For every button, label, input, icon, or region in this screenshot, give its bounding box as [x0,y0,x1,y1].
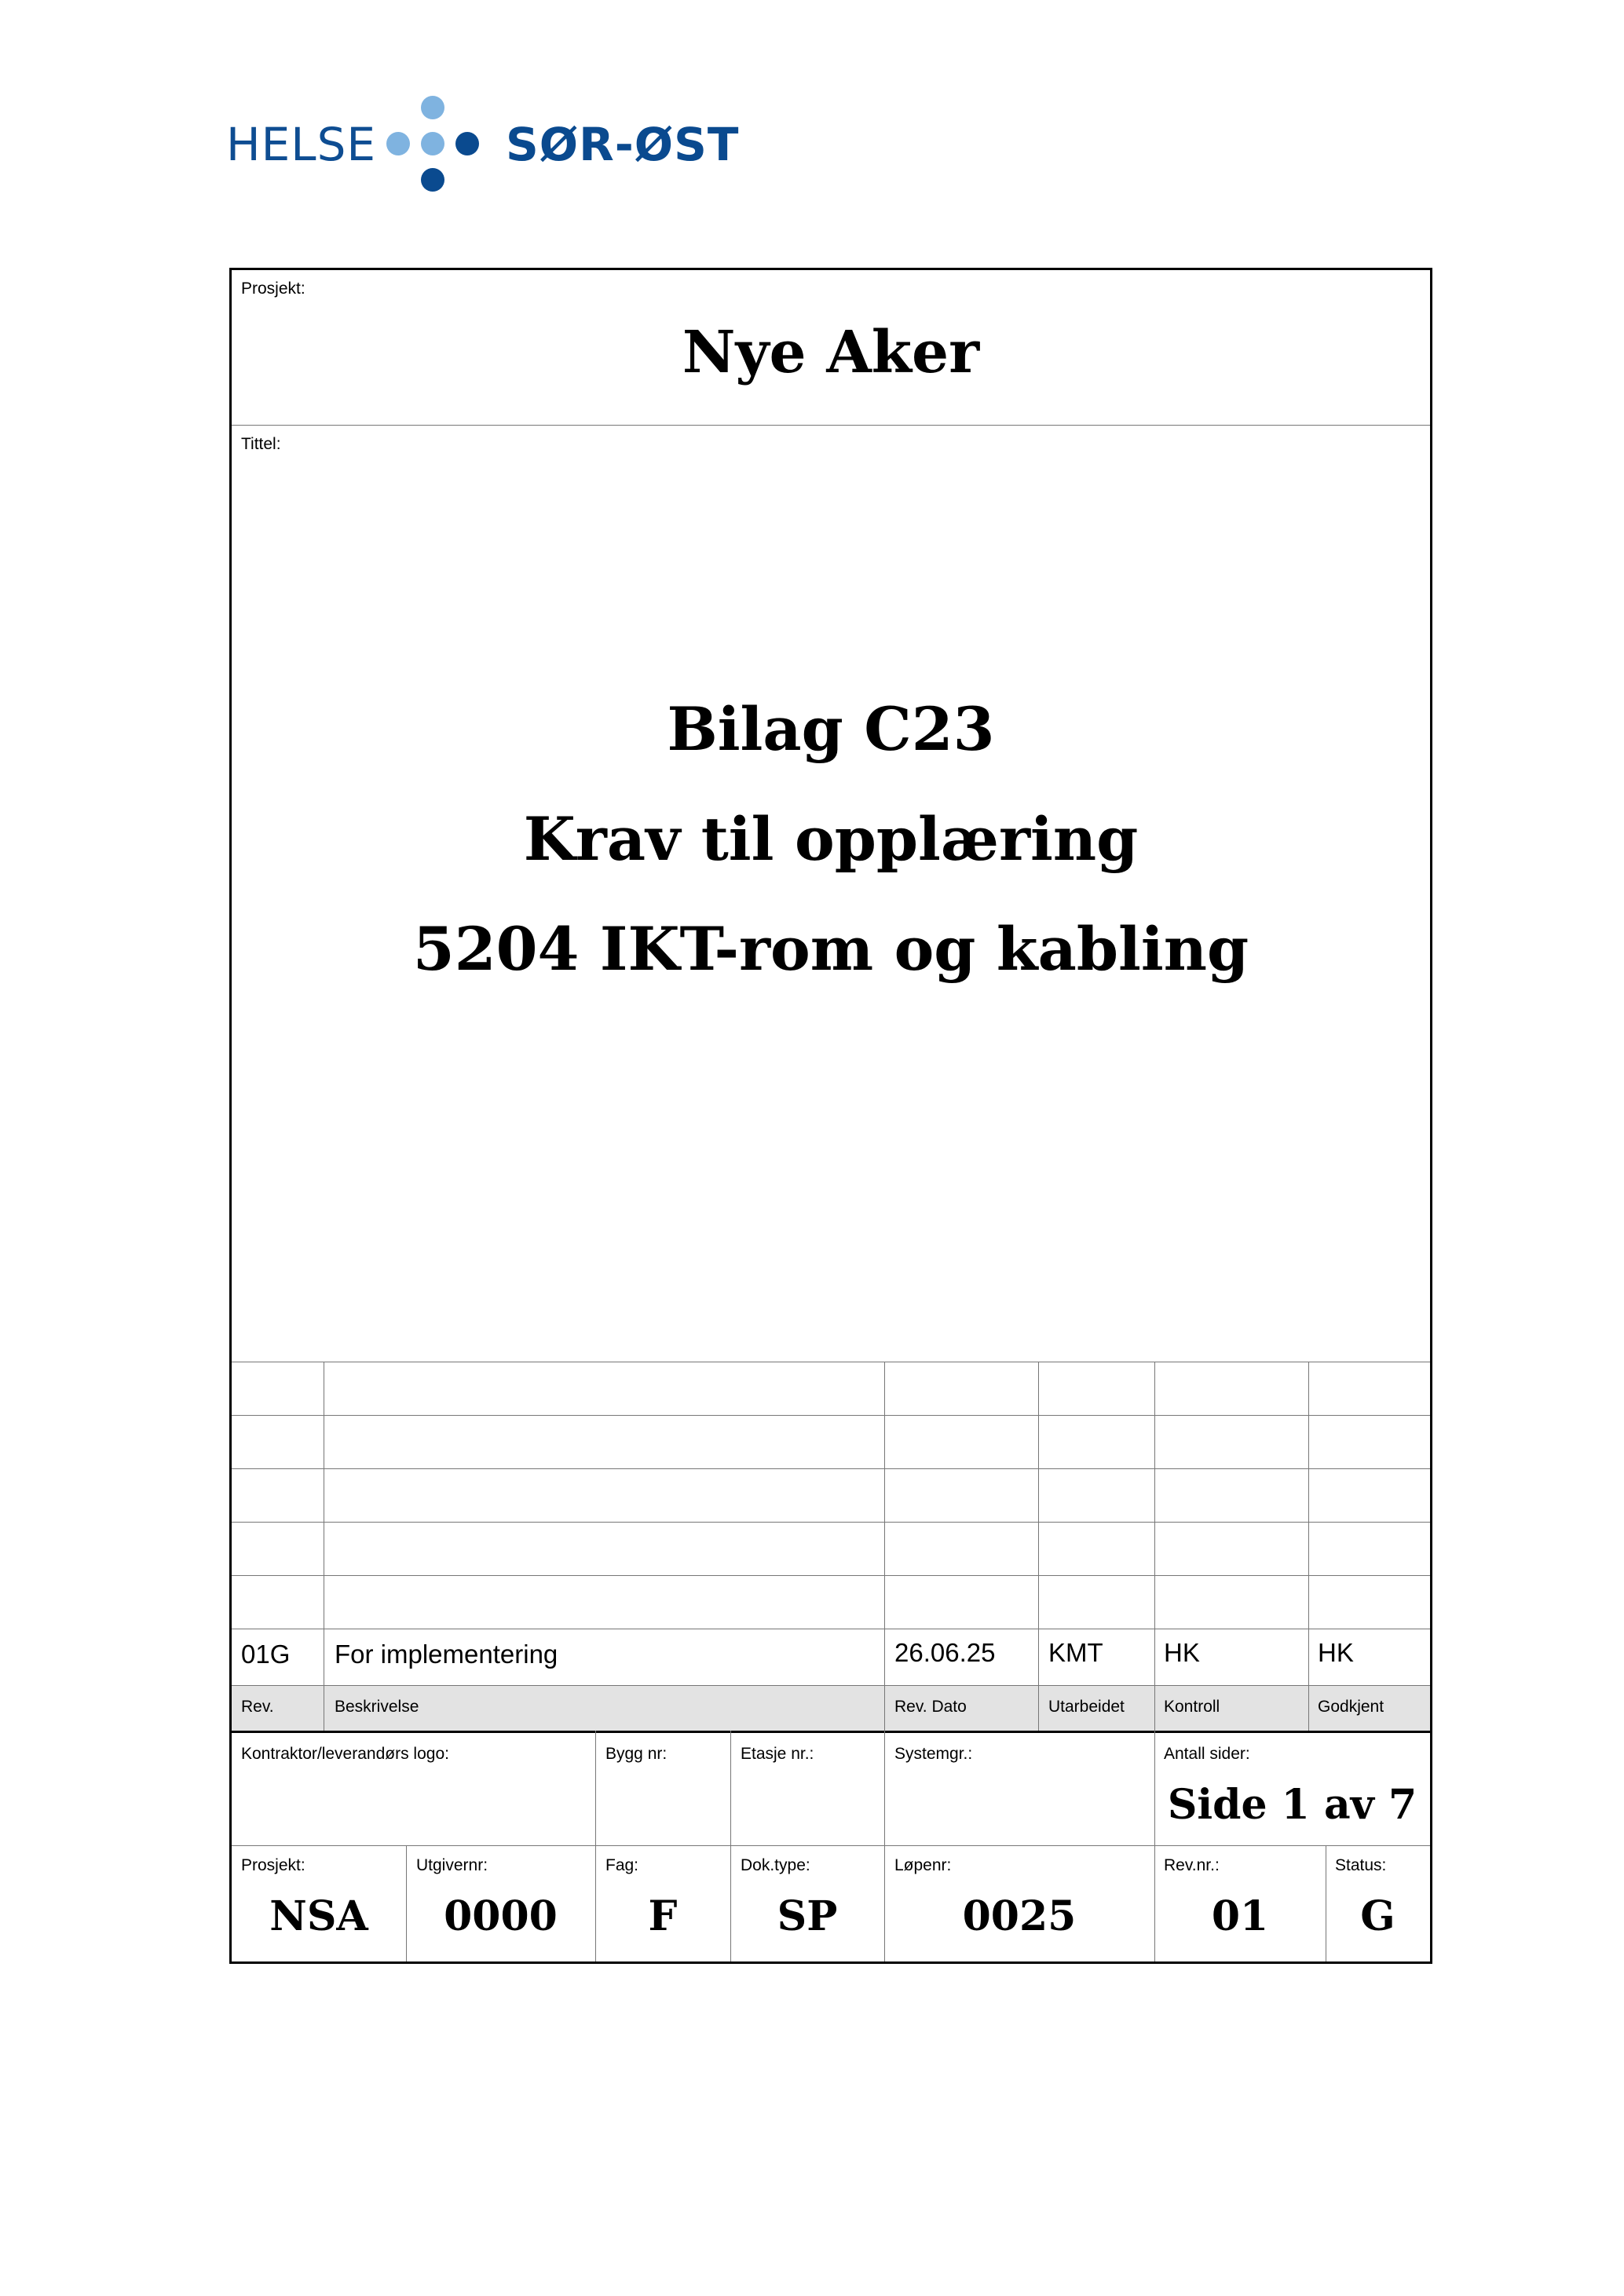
logo-dot [421,96,444,119]
revision-code: 01G [241,1640,291,1669]
table-col-line [1154,1362,1155,1731]
code-revnr-value: 01 [1211,1892,1269,1940]
code-issue-label: Utgivernr: [416,1856,488,1874]
code-issue-value: 0000 [444,1892,558,1940]
logo-text-sor-ost: SØR-ØST [506,118,740,171]
revision-checked: HK [1164,1638,1200,1667]
helse-sor-ost-logo [226,94,740,196]
table-line [232,1731,1430,1733]
info-col-line [730,1731,731,1845]
page-count: Side 1 av 7 [1167,1781,1417,1829]
title-line-3: 5204 IKT-rom og kabling [412,914,1249,984]
revision-approved: HK [1318,1638,1354,1667]
table-line [232,1575,1430,1576]
code-serial-value: 0025 [962,1892,1077,1940]
code-project-value: NSA [269,1892,368,1940]
system-label: Systemgr.: [894,1745,973,1763]
logo-dot [455,132,479,155]
code-discipline-value: F [648,1892,678,1940]
logo-dot [386,132,410,155]
table-line [232,1468,1430,1469]
header-date: Rev. Dato [894,1698,967,1716]
table-line [232,1522,1430,1523]
logo-dot [421,132,444,155]
revision-prepared: KMT [1048,1638,1103,1667]
header-checked: Kontroll [1164,1698,1220,1716]
floor-label: Etasje nr.: [741,1745,814,1763]
code-serial-label: Løpenr: [894,1856,952,1874]
code-status-value: G [1360,1892,1395,1940]
code-status-label: Status: [1335,1856,1387,1874]
table-col-line [1038,1362,1039,1731]
header-approved: Godkjent [1318,1698,1384,1716]
divider [232,425,1430,426]
title-line-1: Bilag C23 [667,694,995,764]
divider [232,1845,1430,1846]
pages-label: Antall sider: [1164,1745,1250,1763]
contractor-logo-label: Kontraktor/leverandørs logo: [241,1745,449,1763]
code-revnr-label: Rev.nr.: [1164,1856,1220,1874]
table-col-line [1308,1362,1309,1731]
title-label: Tittel: [241,435,281,453]
code-project-label: Prosjekt: [241,1856,305,1874]
document-frame [229,268,1432,1964]
title-line-2: Krav til opplæring [523,804,1139,874]
project-label: Prosjekt: [241,280,305,298]
code-doctype-value: SP [777,1892,838,1940]
table-line [232,1685,1430,1686]
revision-description: For implementering [335,1640,558,1669]
code-discipline-label: Fag: [605,1856,639,1874]
header-rev: Rev. [241,1698,274,1716]
code-doctype-label: Dok.type: [741,1856,810,1874]
building-label: Bygg nr: [605,1745,668,1763]
info-col-line [595,1731,596,1845]
table-line [232,1415,1430,1416]
logo-dot [421,168,444,192]
table-col-line [884,1362,885,1731]
revision-date: 26.06.25 [894,1638,996,1667]
project-name: Nye Aker [682,319,980,386]
info-col-line [884,1731,885,1845]
header-description: Beskrivelse [335,1698,419,1716]
logo-text-helse: HELSE [226,118,377,171]
header-prepared: Utarbeidet [1048,1698,1125,1716]
